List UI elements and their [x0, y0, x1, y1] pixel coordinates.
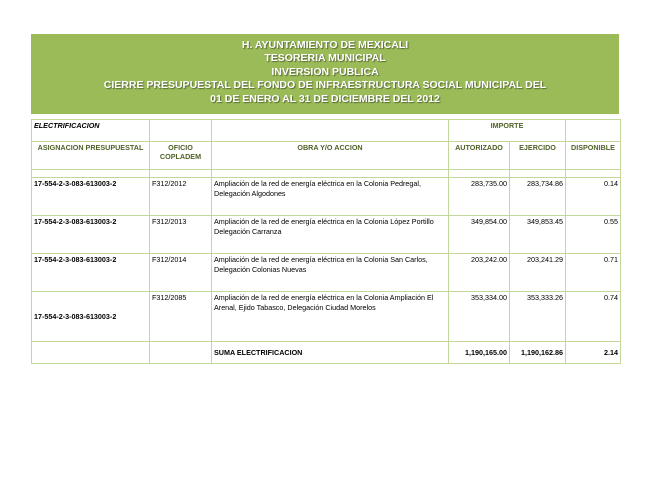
col-obra: OBRA Y/O ACCION [212, 142, 449, 170]
col-asignacion: ASIGNACION PRESUPUESTAL [32, 142, 150, 170]
total-disponible: 2.14 [566, 342, 621, 364]
spacer-row [32, 170, 621, 178]
col-autorizado: AUTORIZADO [449, 142, 510, 170]
total-autorizado: 1,190,165.00 [449, 342, 510, 364]
column-header-row [32, 142, 621, 170]
header-line-investment: INVERSION PUBLICA [271, 65, 379, 78]
table-row: 17-554-2-3-083-613003-2 F312/2013 Ampliación de la red de energía eléctrica en la Colonia López Portillo Delegación Carranza 349,854.00 349,853.45 0.55 [32, 216, 621, 254]
table-row: 17-554-2-3-083-613003-2 F312/2012 Ampliación de la red de energía eléctrica en la Colonia Pedregal, Delegación Algodones 283,735.00 283,734.86 0.14 [32, 178, 621, 216]
report-header [31, 34, 619, 114]
header-line-period: 01 DE ENERO AL 31 DE DICIEMBRE DEL 2012 [210, 92, 440, 105]
importe-header: IMPORTE [449, 120, 566, 142]
total-row [32, 342, 621, 364]
col-ejercido: EJERCIDO [510, 142, 566, 170]
total-label: SUMA ELECTRIFICACION [212, 342, 449, 364]
budget-table [31, 119, 621, 364]
section-row [32, 120, 621, 142]
total-ejercido: 1,190,162.86 [510, 342, 566, 364]
header-line-municipality: H. AYUNTAMIENTO DE MEXICALI [241, 39, 409, 51]
col-oficio: OFICIO COPLADEM [150, 142, 212, 170]
table-row: 17-554-2-3-083-613003-2 F312/2085 Ampliación de la red de energía eléctrica en la Colonia Ampliación El Arenal, Ejido Tabasco, Delegación Ciudad Morelos 353,334.00 353,333.26 0.74 [32, 292, 621, 342]
header-line-treasury: TESORERIA MUNICIPAL [264, 52, 386, 65]
table-row: 17-554-2-3-083-613003-2 F312/2014 Ampliación de la red de energía eléctrica en la Colonia San Carlos, Delegación Colonias Nuevas 203,242.00 203,241.29 0.71 [32, 254, 621, 292]
col-disponible: DISPONIBLE [566, 142, 621, 170]
header-line-fund: CIERRE PRESUPUESTAL DEL FONDO DE INFRAESTRUCTURA SOCIAL MUNICIPAL DEL [103, 79, 547, 92]
section-title: ELECTRIFICACION [32, 120, 150, 142]
